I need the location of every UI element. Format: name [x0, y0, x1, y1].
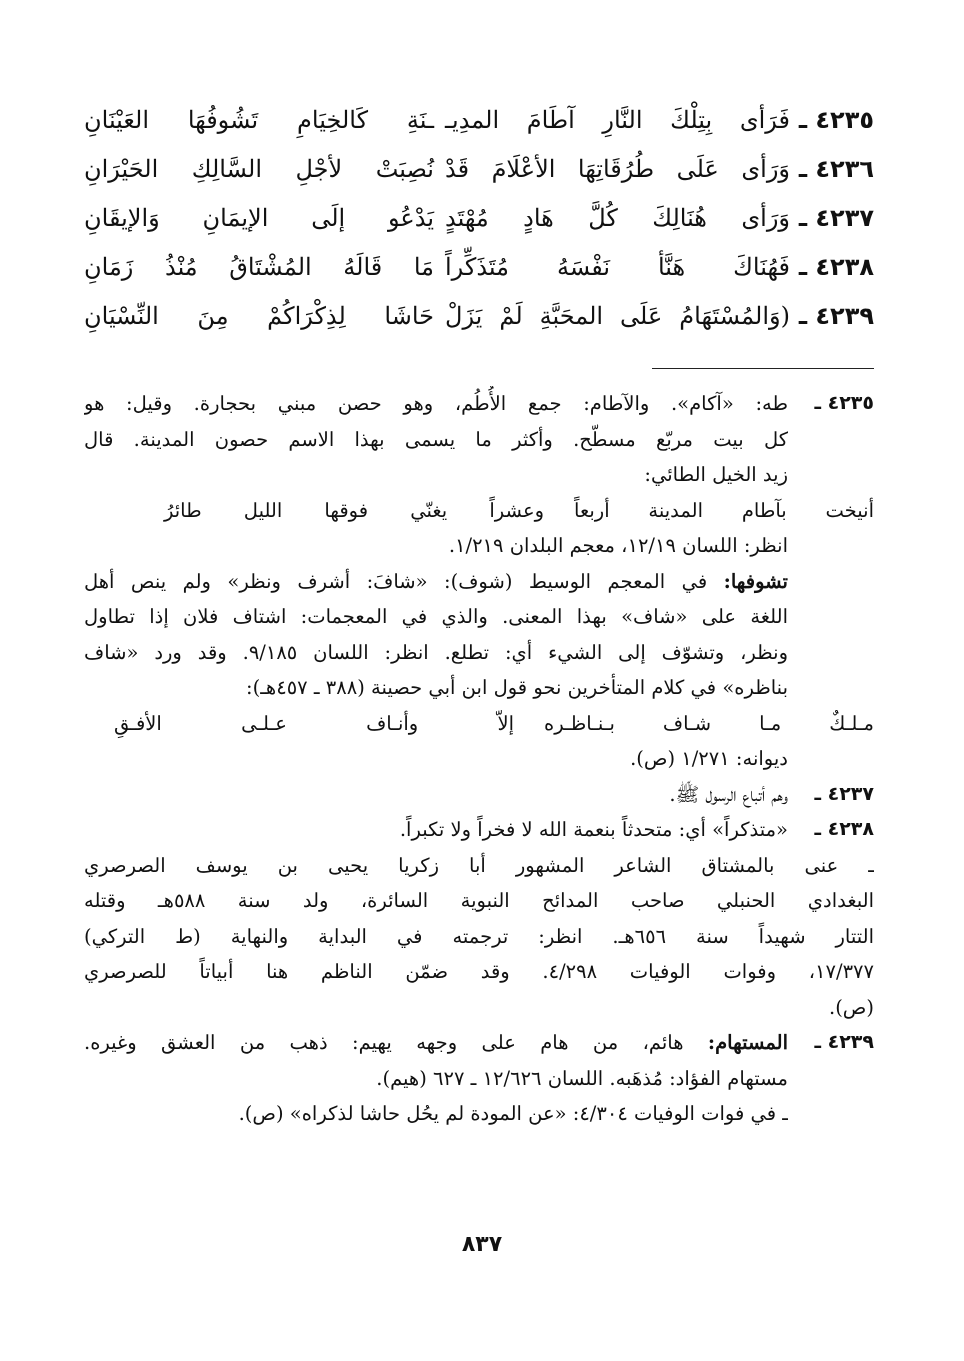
- first-hemistich: (وَالمُسْتَهَامُ عَلَى المحَبَّةِ لَمْ يَزَلْ: [445, 302, 790, 330]
- verse-4235: [84, 104, 874, 153]
- footnote-line: بناظره» في كلام المتأخرين نحو قول ابن أبي حصينة (٣٨٨ ـ ٤٥٧هـ):: [246, 676, 788, 699]
- footnote-line: ونظر، وتشوّف إلى الشيء أي: تطلع. انظر: اللسان ٩/١٨٥. وقد ورد «شاف: [84, 640, 788, 664]
- footnote-line: اللغة على «شاف» بهذا المعنى. والذي في المعجمات: اشتاف فلان إذا تطاول: [84, 605, 788, 628]
- first-hemistich: وَرَأى هُنَالِكَ كُلَّ هَادٍ مُهْتَدٍ: [445, 204, 790, 232]
- footnote-text: في المعجم الوسيط (شوف): «شافَ: أشرف ونظر» ولم ينص أهل: [84, 569, 708, 593]
- footnote-line: زيد الخيل الطائي:: [644, 463, 788, 486]
- footnote-line: (ص).: [829, 995, 874, 1019]
- first-hemistich: فَرَأى بِتِلْكَ النَّارِ آطَامَ المدِيـ: [445, 106, 790, 134]
- quoted-verse: [84, 493, 874, 529]
- footnote-line: [84, 1025, 788, 1061]
- footnotes: [84, 386, 874, 1132]
- quoted-verse-second: وعشراً يغنّي فوقها الليل طائرُ: [164, 498, 544, 522]
- verse-number: ٤٢٣٨ ـ: [798, 253, 874, 281]
- footnote-line: ـ في فوات الوفيات ٤/٣٠٤: «عن المودة لم يحُل حاشا لذكراه» (ص).: [238, 1102, 788, 1125]
- second-hemistich: ـنَةِ كَالخِيَامِ تَشُوفُهَا العَيْنَانِ: [84, 106, 434, 134]
- footnote-term: تشوفها:: [723, 569, 788, 593]
- footnote-number: ٤٢٣٩ ـ: [814, 1031, 874, 1053]
- verse-4237: [84, 202, 874, 251]
- quoted-verse-first: أنيخت بآطام المدينة أربعاً: [574, 498, 874, 522]
- second-hemistich: حَاشَا لِذِكْرَاكُمْ مِنَ النِّسْيَانِ: [84, 302, 434, 330]
- second-hemistich: مَا قَالَهُ المُشْتَاقُ مُنْذُ زَمَانِ: [84, 253, 434, 281]
- first-hemistich: فَهُنَاكَ هَنَّأ نَفْسَهُ مُتَذَكِّراً: [445, 253, 790, 281]
- verse-number: ٤٢٣٧ ـ: [798, 204, 874, 232]
- footnote-line: التتار شهيداً سنة ٦٥٦هـ. انظر: ترجمته في البداية والنهاية (ط التركي): [84, 924, 874, 948]
- footnote-number: ٤٢٣٨ ـ: [814, 818, 874, 840]
- footnote-number: ٤٢٣٥ ـ: [814, 392, 874, 414]
- verse-4238: [84, 251, 874, 300]
- footnote-line: ديوانه: ١/٢٧١ (ص).: [630, 747, 788, 770]
- footnote-separator: [652, 368, 874, 369]
- quoted-verse: [84, 706, 874, 742]
- verse-number: ٤٢٣٥ ـ: [798, 106, 874, 134]
- footnote-text: هائم، من هام على وجهه يهيم: ذهب من العشق وغيره.: [84, 1031, 684, 1054]
- footnote-line: ـ عنى بالمشتاق الشاعر المشهور أبا زكريا يحيى بن يوسف الصرصري: [84, 853, 874, 877]
- footnote-line: طه: «آكام». والآطام: جمع الأُطُم، وهو حصن مبني بحجارة. وقيل: هو: [84, 392, 788, 415]
- footnote-line: وهم أتباع الرسول ﷺ.: [669, 782, 788, 806]
- second-hemistich: نُصِبَتْ لأجْلِ السَّالِكِ الحَيْرَانِ: [84, 155, 434, 183]
- footnote-line: انظر: اللسان ١٢/١٩، معجم البلدان ١/٢١٩.: [448, 534, 788, 557]
- footnote-line: «متذكراً» أي: متحدثاً بنعمة الله لا فخراً ولا تكبراً.: [399, 818, 788, 841]
- footnote-line: [84, 564, 788, 600]
- footnote-line: ١٧/٣٧٧، وفوات الوفيات ٤/٢٩٨. وقد ضمّن الناظم هنا أبياتاً للصرصري: [84, 960, 874, 983]
- footnote-4239: [84, 1025, 874, 1132]
- second-hemistich: يَدْعُو إلَى الإيمَانِ وَالإيقَانِ: [84, 204, 434, 232]
- verse-number: ٤٢٣٩ ـ: [798, 302, 874, 330]
- page-number: ٨٣٧: [461, 1232, 503, 1257]
- footnote-term: المستهام:: [707, 1031, 788, 1054]
- verse-4239: [84, 300, 874, 349]
- verse-4236: [84, 153, 874, 202]
- footnote-line: البغدادي الحنبلي صاحب المدائح النبوية السائرة، ولد سنة ٥٨٨هـ وقتله: [84, 889, 874, 912]
- quoted-verse-second: إلاّ وأنـاف عـلـى الأفـقِ: [114, 711, 514, 735]
- footnote-4235: [84, 386, 874, 777]
- verse-number: ٤٢٣٦ ـ: [798, 155, 874, 183]
- footnote-line: مستهام الفؤاد: مُذهَبه. اللسان ١٢/٦٢٦ ـ ٦٢٧ (هيم).: [376, 1066, 788, 1090]
- verses-block: [84, 104, 874, 349]
- footnote-4238: [84, 812, 874, 1025]
- footnote-number: ٤٢٣٧ ـ: [814, 782, 874, 805]
- quoted-verse-first: مـلـكٌ مـا شـاف بـنـاظـره: [544, 711, 874, 735]
- footnote-4237: [84, 777, 874, 813]
- first-hemistich: وَرَأى عَلَى طُرُقَاتِهَا الأعْلَامَ قَدْ: [445, 155, 790, 183]
- footnote-line: كل بيت مربّع مسطّح. وأكثر ما يسمى بهذا الاسم حصون المدينة. قال: [84, 427, 788, 451]
